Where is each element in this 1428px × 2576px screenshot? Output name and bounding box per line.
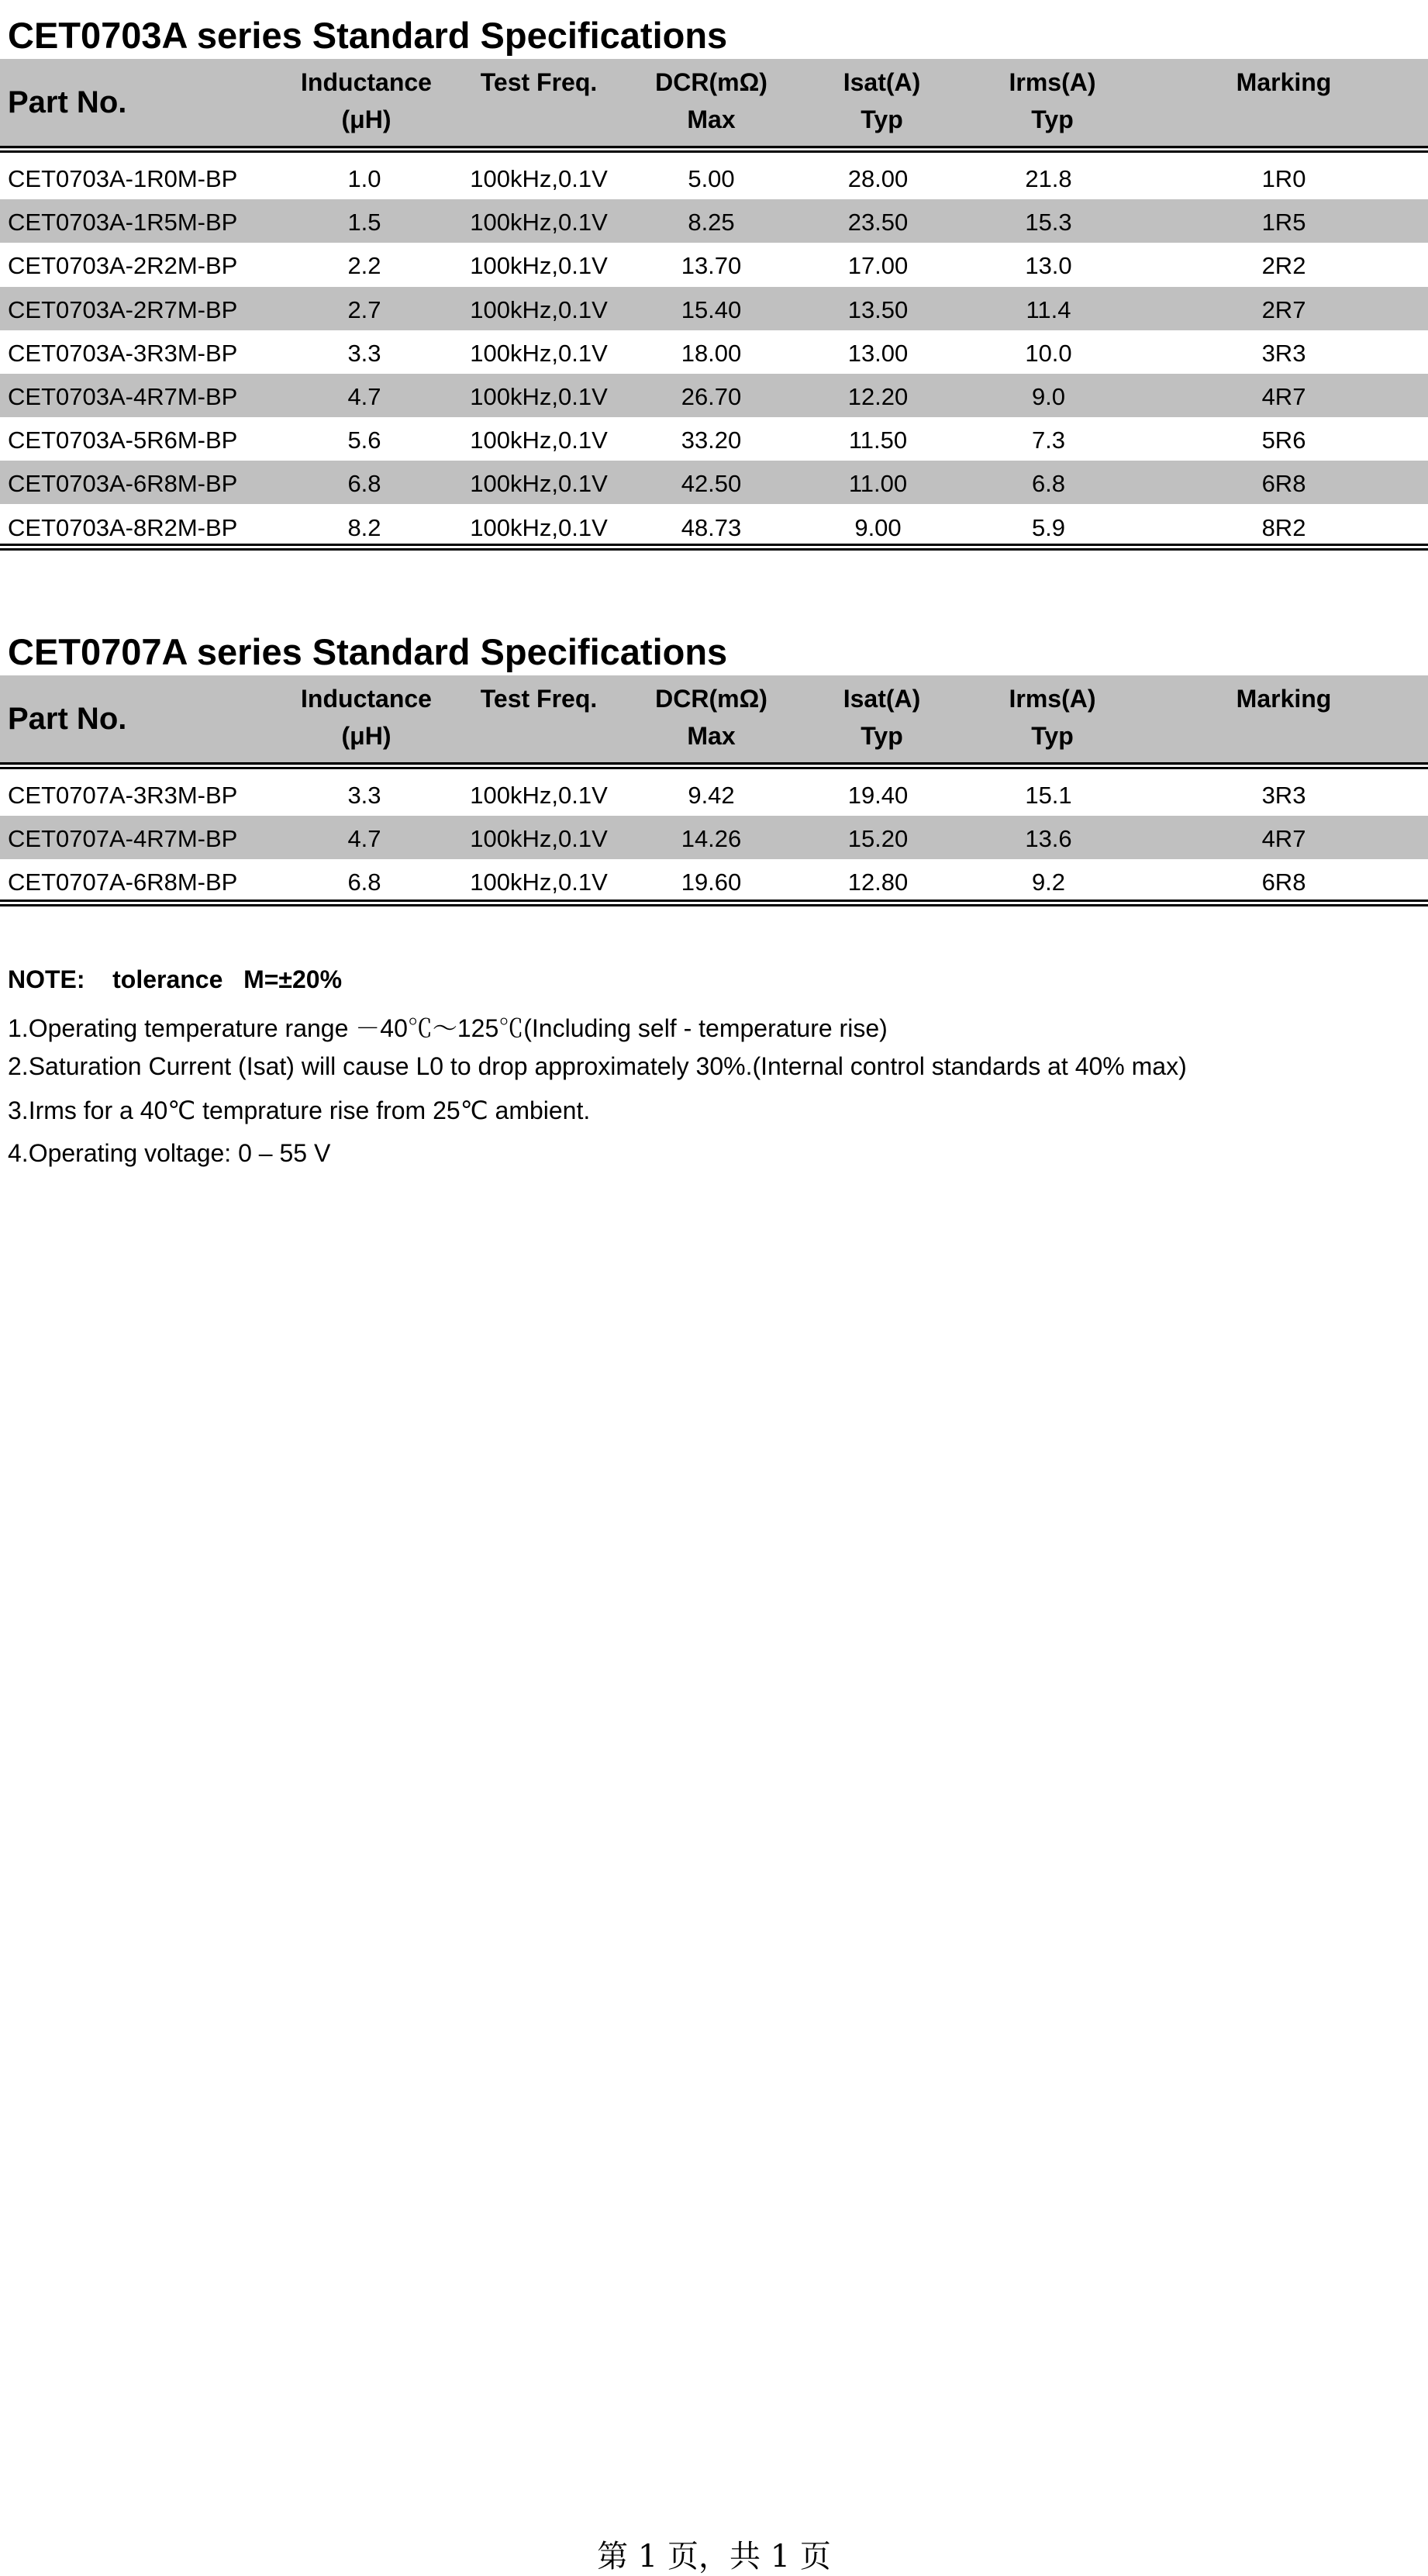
table-row	[0, 374, 1428, 417]
cell-inductance: 6.8	[347, 868, 381, 896]
table-header	[0, 675, 1428, 765]
cell-marking: 1R5	[1261, 209, 1306, 236]
cell-irms: 11.4	[1026, 296, 1071, 323]
cell-marking: 2R7	[1261, 296, 1306, 323]
cell-inductance: 1.0	[347, 165, 381, 192]
header-inductance: Inductance (μH)	[301, 685, 432, 750]
table-row	[0, 461, 1428, 504]
cell-part-no: CET0703A-8R2M-BP	[8, 514, 238, 541]
cell-marking: 3R3	[1261, 340, 1306, 367]
cell-isat: 15.20	[847, 825, 909, 852]
table-rule-top	[0, 544, 1428, 546]
table-title: CET0703A series Standard Specifications	[8, 15, 728, 56]
cell-irms: 21.8	[1025, 165, 1072, 192]
header-marking: Marking	[1236, 685, 1332, 713]
cell-part-no: CET0703A-3R3M-BP	[8, 340, 238, 367]
table-row	[0, 772, 1428, 816]
cell-irms: 15.3	[1025, 209, 1072, 236]
cell-isat: 23.50	[847, 209, 909, 236]
cell-inductance: 6.8	[347, 470, 381, 497]
header-rule-bottom	[0, 150, 1428, 153]
cell-part-no: CET0703A-4R7M-BP	[8, 383, 238, 410]
header-inductance: Inductance (μH)	[301, 68, 432, 133]
cell-isat: 13.50	[847, 296, 909, 323]
table-row	[0, 417, 1428, 461]
table-rule-bottom	[0, 904, 1428, 906]
note-item: 3.Irms for a 40℃ temprature rise from 25℃ ambient.	[8, 1096, 591, 1124]
cell-dcr: 8.25	[688, 209, 735, 236]
cell-isat: 12.20	[847, 383, 909, 410]
cell-marking: 6R8	[1261, 868, 1306, 896]
cell-irms: 10.0	[1025, 340, 1072, 367]
note-item: 2.Saturation Current (Isat) will cause L0 to drop approximately 30%.(Internal control standards at 40% max)	[8, 1052, 1187, 1080]
cell-freq: 100kHz,0.1V	[470, 296, 608, 323]
cell-inductance: 3.3	[347, 340, 381, 367]
table-row	[0, 287, 1428, 330]
cell-inductance: 3.3	[347, 782, 381, 809]
header-part-no: Part No.	[8, 702, 127, 736]
cell-freq: 100kHz,0.1V	[470, 252, 608, 279]
cell-isat: 11.00	[848, 470, 908, 497]
cell-freq: 100kHz,0.1V	[470, 426, 608, 454]
cell-isat: 17.00	[847, 252, 909, 279]
cell-isat: 19.40	[847, 782, 909, 809]
cell-inductance: 2.7	[347, 296, 381, 323]
header-marking: Marking	[1236, 68, 1332, 96]
cell-marking: 5R6	[1261, 426, 1306, 454]
table-row	[0, 199, 1428, 243]
cell-marking: 6R8	[1261, 470, 1306, 497]
cell-part-no: CET0707A-4R7M-BP	[8, 825, 238, 852]
cell-dcr: 5.00	[688, 165, 735, 192]
cell-isat: 28.00	[847, 165, 909, 192]
header-dcr: DCR(mΩ) Max	[655, 68, 767, 133]
header-rule-top	[0, 762, 1428, 765]
cell-freq: 100kHz,0.1V	[470, 782, 608, 809]
table-title: CET0707A series Standard Specifications	[8, 631, 728, 672]
cell-isat: 9.00	[854, 514, 902, 541]
cell-freq: 100kHz,0.1V	[470, 825, 608, 852]
cell-marking: 1R0	[1261, 165, 1306, 192]
cell-dcr: 15.40	[681, 296, 742, 323]
cell-dcr: 48.73	[681, 514, 742, 541]
cell-part-no: CET0703A-2R2M-BP	[8, 252, 238, 279]
cell-irms: 9.2	[1031, 868, 1066, 896]
cell-freq: 100kHz,0.1V	[470, 470, 608, 497]
cell-dcr: 42.50	[681, 470, 742, 497]
cell-marking: 3R3	[1261, 782, 1306, 809]
cell-marking: 4R7	[1261, 825, 1306, 852]
cell-isat: 12.80	[847, 868, 909, 896]
cell-inductance: 4.7	[347, 383, 381, 410]
cell-freq: 100kHz,0.1V	[470, 383, 608, 410]
header-rule-top	[0, 146, 1428, 148]
cell-isat: 11.50	[848, 426, 908, 454]
cell-isat: 13.00	[847, 340, 909, 367]
header-irms: Irms(A) Typ	[1009, 685, 1096, 750]
header-dcr: DCR(mΩ) Max	[655, 685, 767, 750]
cell-marking: 2R2	[1261, 252, 1306, 279]
cell-dcr: 33.20	[681, 426, 742, 454]
table-row	[0, 859, 1428, 903]
cell-freq: 100kHz,0.1V	[470, 209, 608, 236]
cell-irms: 9.0	[1031, 383, 1066, 410]
header-isat: Isat(A) Typ	[843, 68, 921, 133]
page-footer: 第 1 页，共 1 页	[597, 2539, 831, 2574]
table-row	[0, 816, 1428, 859]
cell-marking: 8R2	[1261, 514, 1306, 541]
cell-irms: 5.9	[1031, 514, 1066, 541]
cell-dcr: 14.26	[681, 825, 742, 852]
cell-inductance: 5.6	[347, 426, 381, 454]
note-item: 4.Operating voltage: 0 – 55 V	[8, 1139, 331, 1167]
header-part-no: Part No.	[8, 85, 127, 119]
cell-irms: 15.1	[1025, 782, 1072, 809]
cell-inductance: 8.2	[347, 514, 381, 541]
cell-irms: 13.0	[1025, 252, 1072, 279]
cell-dcr: 13.70	[681, 252, 742, 279]
note-item: 1.Operating temperature range －40℃～125℃(Including self - temperature rise)	[8, 1014, 888, 1042]
header-rule-bottom	[0, 767, 1428, 769]
cell-marking: 4R7	[1261, 383, 1306, 410]
cell-part-no: CET0703A-5R6M-BP	[8, 426, 238, 454]
cell-part-no: CET0703A-2R7M-BP	[8, 296, 238, 323]
cell-dcr: 26.70	[681, 383, 742, 410]
cell-irms: 6.8	[1031, 470, 1066, 497]
cell-irms: 13.6	[1025, 825, 1072, 852]
cell-part-no: CET0703A-1R5M-BP	[8, 209, 238, 236]
cell-inductance: 1.5	[347, 209, 381, 236]
header-test-freq: Test Freq.	[480, 68, 598, 96]
cell-inductance: 2.2	[347, 252, 381, 279]
cell-irms: 7.3	[1031, 426, 1066, 454]
table-rule-bottom	[0, 548, 1428, 551]
table-rule-top	[0, 900, 1428, 902]
cell-freq: 100kHz,0.1V	[470, 165, 608, 192]
cell-dcr: 9.42	[688, 782, 735, 809]
table-row	[0, 156, 1428, 199]
cell-dcr: 19.60	[681, 868, 742, 896]
cell-part-no: CET0707A-6R8M-BP	[8, 868, 238, 896]
cell-inductance: 4.7	[347, 825, 381, 852]
cell-freq: 100kHz,0.1V	[470, 340, 608, 367]
cell-freq: 100kHz,0.1V	[470, 514, 608, 541]
table-row	[0, 330, 1428, 374]
cell-freq: 100kHz,0.1V	[470, 868, 608, 896]
table-row	[0, 505, 1428, 548]
cell-part-no: CET0707A-3R3M-BP	[8, 782, 238, 809]
note-heading: NOTE: tolerance M=±20%	[8, 965, 343, 993]
table-header	[0, 59, 1428, 149]
cell-part-no: CET0703A-1R0M-BP	[8, 165, 238, 192]
cell-dcr: 18.00	[681, 340, 742, 367]
header-test-freq: Test Freq.	[480, 685, 598, 713]
table-row	[0, 243, 1428, 286]
header-irms: Irms(A) Typ	[1009, 68, 1096, 133]
header-isat: Isat(A) Typ	[843, 685, 921, 750]
cell-part-no: CET0703A-6R8M-BP	[8, 470, 238, 497]
